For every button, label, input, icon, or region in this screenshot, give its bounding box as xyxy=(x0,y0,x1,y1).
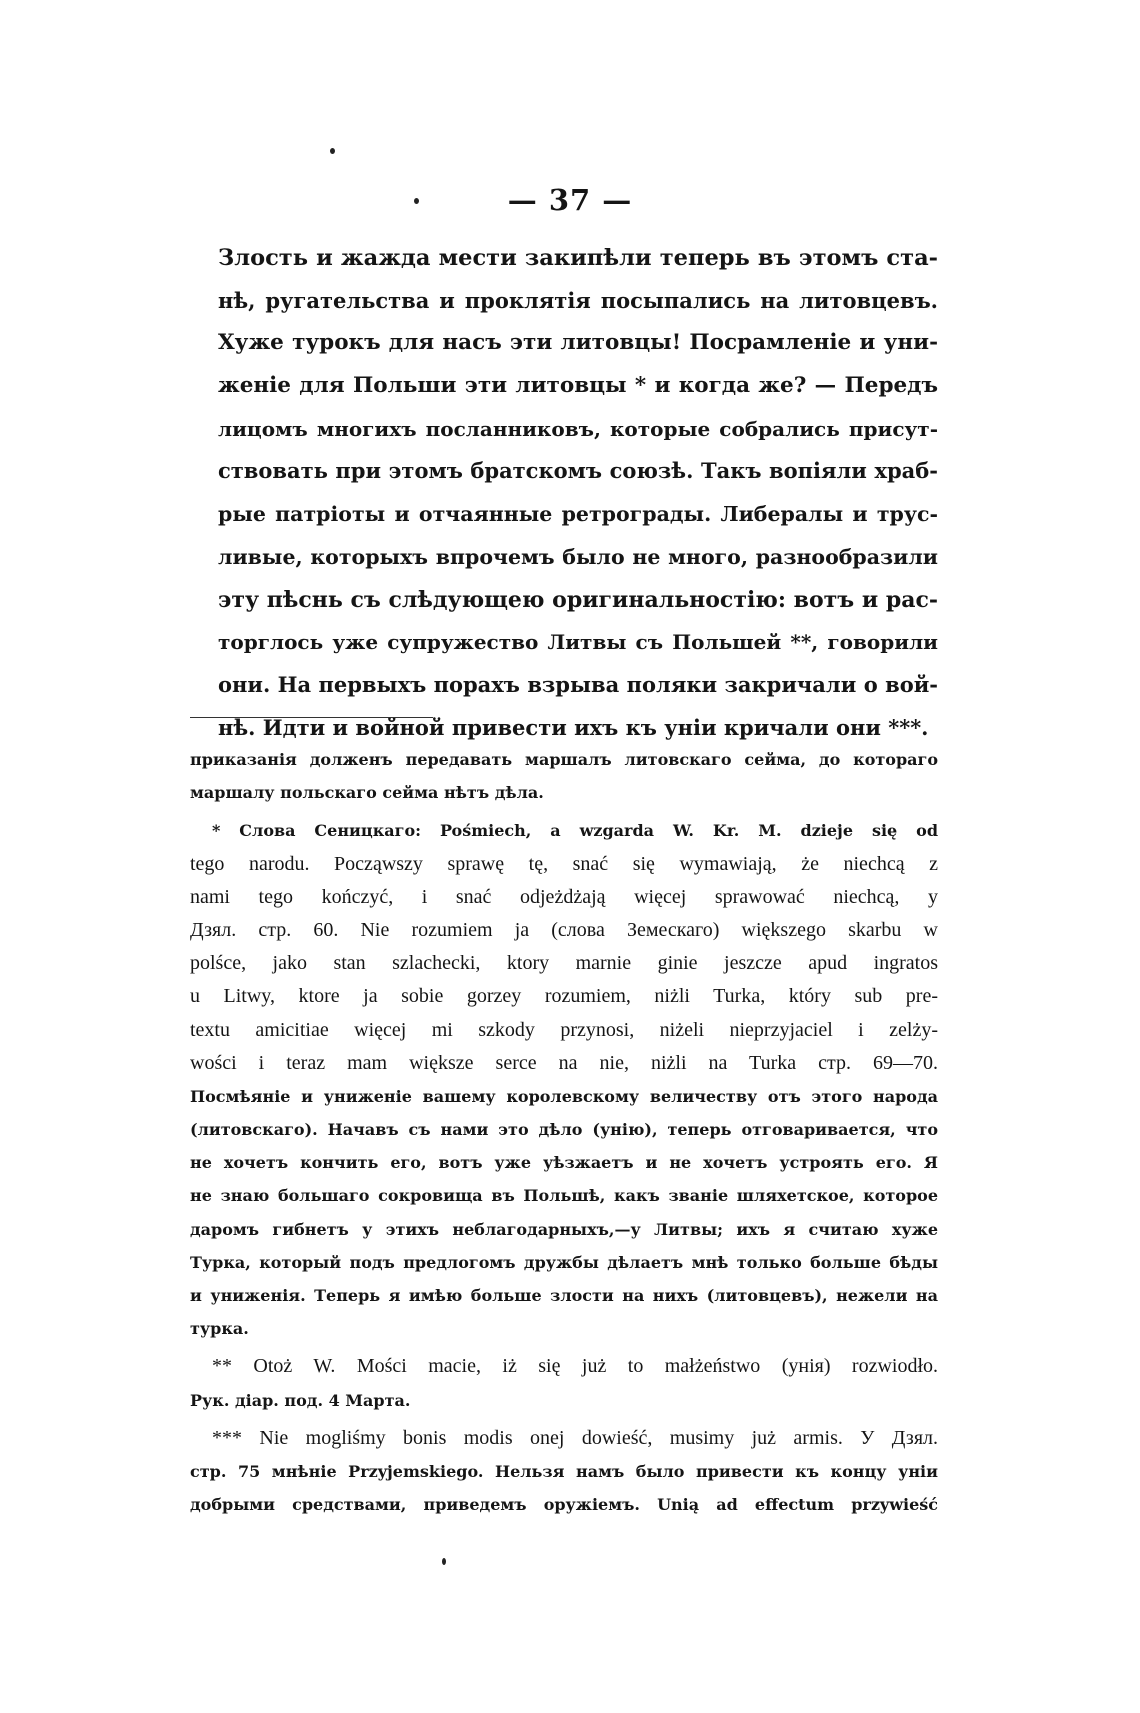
page-number: — 37 — xyxy=(507,183,633,217)
footnote-line: ** Otoż W. Mości macie, iż się już to małżeństwo (унія) rozwiodło. xyxy=(212,1355,938,1378)
footnote-line: wości i teraz mam większe serce na nie, niżli na Turka стр. 69—70. xyxy=(190,1051,938,1074)
footnote-line: polśce, jako stan szlachecki, ktory marnie ginie jeszcze apud ingratos xyxy=(190,952,938,975)
text-line: Хуже турокъ для насъ эти литовцы! Посрамленіе и уни- xyxy=(218,330,938,356)
footnote-separator xyxy=(190,717,433,718)
footnote-line: стр. 75 мнѣніе Przyjemskiego. Нельзя намъ было привести къ концу уніи xyxy=(190,1461,938,1481)
footnote-line: не знаю большаго сокровища въ Польшѣ, какъ званіе шляхетское, которое xyxy=(190,1186,938,1206)
footnote-line: u Litwy, ktore ja sobie gorzey rozumiem, niżli Turka, który sub pre- xyxy=(190,985,938,1008)
ink-speck xyxy=(414,198,419,204)
text-line: рые патріоты и отчаянные ретрограды. Либералы и трус- xyxy=(218,502,938,527)
footnote-line: textu amicitiae więcej mi szkody przynosi, niżeli nieprzyjaciel i zelży- xyxy=(190,1018,938,1041)
text-line: нѣ. Идти и войной привести ихъ къ уніи кричали они ***. xyxy=(218,714,929,740)
text-line: эту пѣснь съ слѣдующею оригинальностію: вотъ и рас- xyxy=(218,586,938,613)
footnote-line: добрыми средствами, приведемъ оружіемъ. Unią ad effectum przywieść xyxy=(190,1495,938,1515)
text-line: торглось уже супружество Литвы съ Польшей **, говорили xyxy=(218,630,938,655)
footnote-line: Дзял. стр. 60. Nie rozumiem ja (слова Земескаго) większego skarbu w xyxy=(190,918,938,941)
text-line: ливые, которыхъ впрочемъ было не много, разнообразили xyxy=(218,544,938,569)
footnote-line: Рук. діар. под. 4 Марта. xyxy=(190,1390,411,1410)
ink-speck xyxy=(442,1558,446,1565)
text-line: лицомъ многихъ посланниковъ, которые собрались присут- xyxy=(218,416,938,441)
footnote-2 xyxy=(190,1350,938,1416)
footnote-line: турка. xyxy=(190,1319,249,1339)
text-line: Злость и жажда мести закипѣли теперь въ этомъ ста- xyxy=(218,245,938,271)
footnote-3 xyxy=(190,1422,938,1522)
footnote-line: nami tego kończyć, i snać odjeżdżają więcej sprawować niechcą, у xyxy=(190,885,938,908)
footnote-line: и униженія. Теперь я имѣю больше злости на нихъ (литовцевъ), нежели на xyxy=(190,1286,938,1305)
footnote-line: tego narodu. Począwszy sprawę tę, snać się wymawiają, że niechcą z xyxy=(190,852,938,875)
footnote-line: (литовскаго). Начавъ съ нами это дѣло (унію), теперь отговаривается, что xyxy=(190,1120,938,1140)
footnote-line: *** Nie mogliśmy bonis modis onej dowieść, musimy już armis. У Дзял. xyxy=(212,1426,938,1449)
main-paragraph xyxy=(218,237,938,749)
footnote-line: приказанія долженъ передавать маршалъ литовскаго сейма, до котораго xyxy=(190,750,938,769)
text-line: женіе для Польши эти литовцы * и когда же? — Передъ xyxy=(218,373,938,399)
text-line: они. На первыхъ порахъ взрыва поляки закричали о вой- xyxy=(218,671,938,697)
footnote-line: Посмѣяніе и униженіе вашему королевскому величеству отъ этого народа xyxy=(190,1086,938,1106)
footnote-1 xyxy=(190,814,938,1345)
footnote-line: Турка, который подъ предлогомъ дружбы дѣлаетъ мнѣ только больше бѣды xyxy=(190,1252,938,1272)
footnote-line: * Слова Сеницкаго: Pośmiech, a wzgarda W. Kr. M. dzieje się od xyxy=(212,821,938,841)
footnote-line: маршалу польскаго сейма нѣтъ дѣла. xyxy=(190,783,544,803)
footnotes xyxy=(190,743,938,1521)
ink-speck xyxy=(330,148,335,154)
text-line: ствовать при этомъ братскомъ союзѣ. Такъ вопіяли храб- xyxy=(218,458,938,484)
footnote-line: даромъ гибнетъ у этихъ неблагодарныхъ,—у Литвы; ихъ я считаю хуже xyxy=(190,1219,938,1239)
text-line: нѣ, ругательства и проклятія посыпались на литовцевъ. xyxy=(218,287,938,313)
footnote-line: не хочетъ кончить его, вотъ уже уѣзжаетъ и не хочетъ устроять его. Я xyxy=(190,1153,938,1173)
footnote-continuation xyxy=(190,743,938,809)
